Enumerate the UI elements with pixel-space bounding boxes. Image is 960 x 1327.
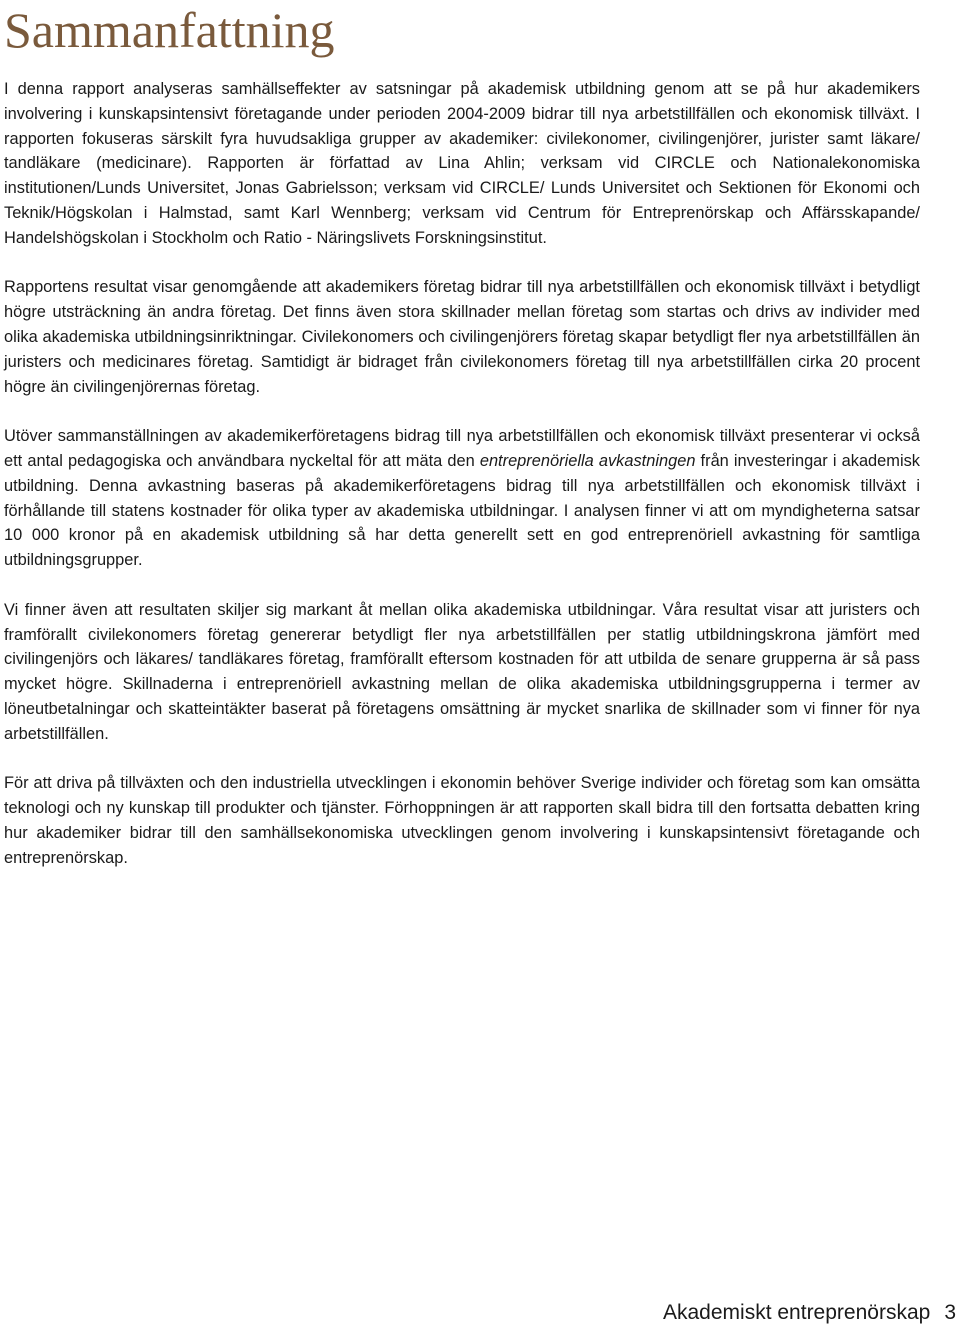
paragraph-key-figures-end: från investeringar i akademisk utbildning. Denna avkastning baseras på akademikerföretagens bidrag till nya arbetstillfällen och ekonomisk tillväxt i förhållande till statens kostnader för olika typer av akademiska utbildningar. I analysen finner vi att om myndigheterna satsar 10 000 kronor på en akademisk utbildning så har detta generellt sett en god entreprenöriell avkastning för samtliga utbildningsgrupper. bbox=[4, 451, 920, 570]
page-number: 3 bbox=[944, 1301, 956, 1324]
summary-body bbox=[4, 77, 920, 895]
paragraph-key-figures-start: Utöver sammanställningen av akademikerföretagens bidrag till nya arbetstillfällen och ekonomisk tillväxt presenterar vi också ett antal pedagogiska och användbara nyckeltal för att mäta den bbox=[4, 427, 920, 470]
paragraph-differences: Vi finner även att resultaten skiljer sig markant åt mellan olika akademiska utbildningar. Våra resultat visar att juristers och framförallt civilekonomers företag genererar betydligt fler nya arbetstillfällen per statlig utbildningskrona jämfört med civilingenjörs och läkares/ tandläkares företag, framförallt eftersom kostnaden för att utbilda de senare grupperna är så pass mycket högre. Skillnaderna i entreprenöriell avkastning mellan de olika akademiska utbildningsgrupperna i termer av löneutbetalningar och skatteintäkter baserat på företagens omsättning är mycket snarlika de skillnader som vi finner för nya arbetstillfällen. bbox=[4, 600, 920, 743]
page-title: Sammanfattning bbox=[4, 2, 335, 58]
page-footer bbox=[663, 1300, 956, 1326]
paragraph-key-figures bbox=[4, 424, 920, 573]
paragraph-conclusion: För att driva på tillväxten och den industriella utvecklingen i ekonomin behöver Sverige individer och företag som kan omsätta teknologi och ny kunskap till produkter och tjänster. Förhoppningen är att rapporten skall bidra till den fortsatta debatten kring hur akademiker bidrar till den samhällsekonomiska utvecklingen genom involvering i kunskapsintensivt företagande och entreprenörskap. bbox=[4, 774, 920, 867]
footer-title: Akademiskt entreprenörskap bbox=[663, 1301, 931, 1324]
emphasis-term: entreprenöriella avkastningen bbox=[479, 451, 696, 470]
paragraph-intro: I denna rapport analyseras samhällseffekter av satsningar på akademisk utbildning genom att se på hur akademikers involvering i kunskapsintensivt företagande under perioden 2004-2009 bidrar till nya arbetstillfällen och ekonomisk tillväxt. I rapporten fokuseras särskilt fyra huvudsakliga grupper av akademiker: civilekonomer, civilingenjörer, jurister samt läkare/ tandläkare (medicinare). Rapporten är författad av Lina Ahlin; verksam vid CIRCLE och Nationalekonomiska institutionen/Lunds Universitet, Jonas Gabrielsson; verksam vid CIRCLE/ Lunds Universitet och Sektionen för Ekonomi och Teknik/Högskolan i Halmstad, samt Karl Wennberg; verksam vid Centrum för Entreprenörskap och Affärsskapande/ Handelshögskolan i Stockholm och Ratio - Näringslivets Forskningsinstitut. bbox=[4, 80, 920, 247]
paragraph-results: Rapportens resultat visar genomgående att akademikers företag bidrar till nya arbetstillfällen och ekonomisk tillväxt i betydligt högre utsträckning än andra företag. Det finns även stora skillnader mellan företag som startas och drivs av individer med olika akademiska utbildningsinriktningar. Civilekonomers och civilingenjörers företag skapar betydligt fler nya arbetstillfällen än juristers och medicinares företag. Samtidigt är bidraget från civilekonomers företag till nya arbetstillfällen cirka 20 procent högre än civilingenjörernas företag. bbox=[4, 278, 920, 396]
